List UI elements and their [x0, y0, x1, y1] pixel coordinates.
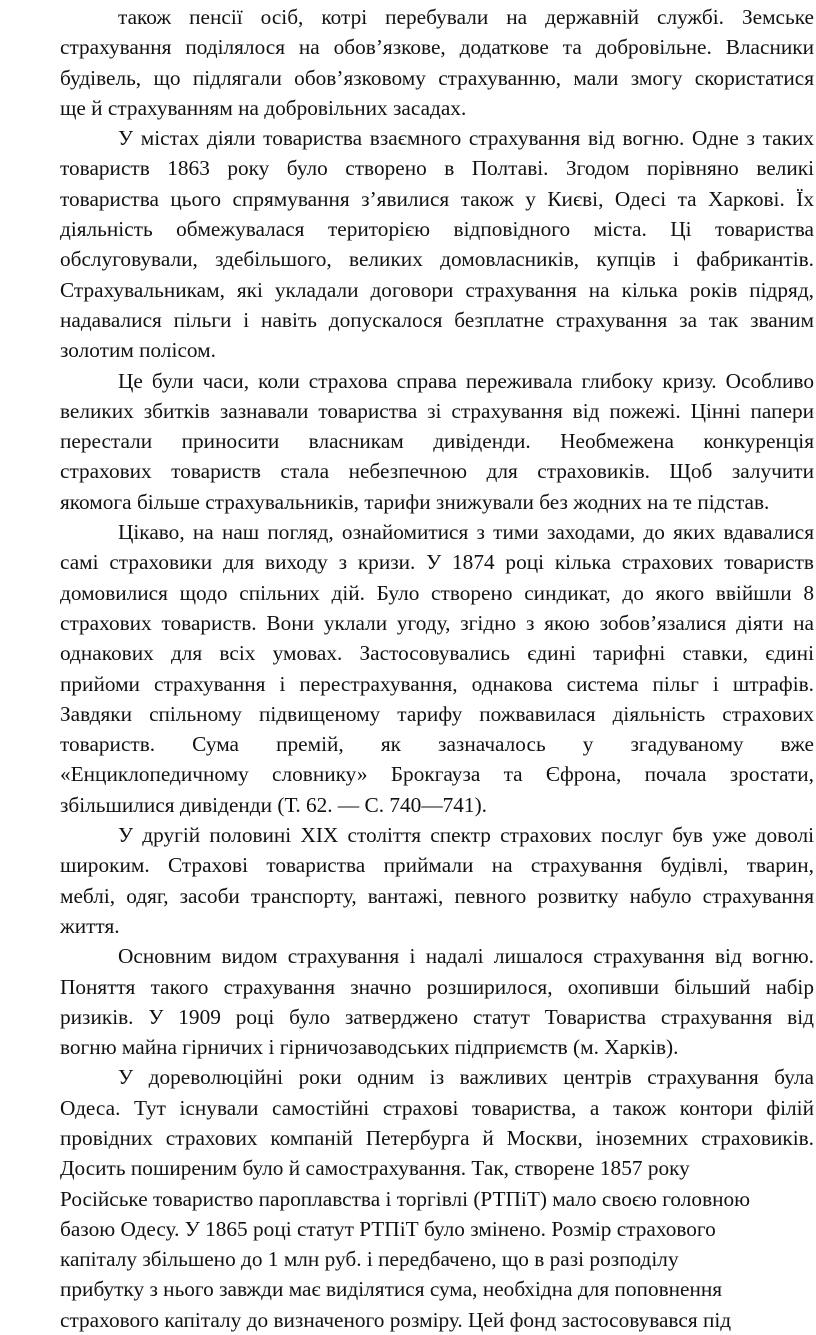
- paragraph-p1: [2, 2, 814, 123]
- text-line: прибутку з нього завжди має виділятися сума, необхідна для поповнення: [60, 1277, 723, 1302]
- text-line: товариства цього спрямування з’явилися також у Києві, Одесі та Харкові. Їх: [60, 186, 814, 211]
- text-line: якомога більше страхувальників, тарифи знижували без жодних на те підстав.: [60, 489, 770, 514]
- text-line: Поняття такого страхування значно розширилося, охопивши більший набір: [60, 974, 814, 999]
- text-line: провідних страхових компаній Петербурга й Москви, іноземних страховиків.: [60, 1125, 814, 1150]
- paragraph-p4: [2, 517, 814, 820]
- text-line: У дореволюційні роки одним із важливих центрів страхування була: [118, 1065, 814, 1090]
- text-line: меблі, одяг, засоби транспорту, вантажі, певного розвитку набуло страхування: [60, 883, 814, 908]
- text-line: товариств 1863 року було створено в Полтаві. Згодом порівняно великі: [60, 156, 814, 181]
- text-line: ще й страхуванням на добровільних засадах.: [60, 95, 467, 120]
- text-line: Російське товариство пароплавства і торгівлі (РТПіТ) мало своєю головною: [60, 1186, 751, 1211]
- text-line: У містах діяли товариства взаємного страхування від вогню. Одне з таких: [118, 126, 814, 151]
- text-line: діяльність обмежувалася територією відповідного міста. Ці товариства: [60, 217, 814, 242]
- text-line: Страхувальникам, які укладали договори страхування на кілька років підряд,: [60, 277, 814, 302]
- text-line: вогню майна гірничих і гірничозаводських підприємств (м. Харків).: [60, 1035, 679, 1060]
- text-line: домовилися щодо спільних дій. Було створено синдикат, до якого ввійшли 8: [60, 580, 814, 605]
- text-line: золотим полісом.: [60, 338, 216, 363]
- text-line: Одеса. Тут існували самостійні страхові товариства, а також контори філій: [60, 1095, 814, 1120]
- text-line: Завдяки спільному підвищеному тарифу пожвавилася діяльність страхових: [60, 701, 814, 726]
- text-line: однакових для всіх умовах. Застосовувались єдині тарифні ставки, єдині: [60, 641, 814, 666]
- text-line: Основним видом страхування і надалі лишалося страхування від вогню.: [118, 944, 814, 969]
- text-line: У другій половині XIX століття спектр страхових послуг був уже доволі: [118, 823, 814, 848]
- text-line: широким. Страхові товариства приймали на страхування будівлі, тварин,: [60, 853, 814, 878]
- text-line: обслуговували, здебільшого, великих домовласників, купців і фабрикантів.: [60, 247, 814, 272]
- text-line: страхових товариств стала небезпечною для страховиків. Щоб залучити: [60, 459, 814, 484]
- paragraph-p2: [2, 123, 814, 365]
- text-line: прийоми страхування і перестрахування, однакова система пільг і штрафів.: [60, 671, 814, 696]
- paragraph-p3: [2, 366, 814, 517]
- paragraph-p5: [2, 820, 814, 941]
- text-line: базою Одесу. У 1865 році статут РТПіТ було змінено. Розмір страхового: [60, 1216, 716, 1241]
- text-line: товариств. Сума премій, як зазначалось у згадуваному вже: [60, 732, 814, 757]
- text-line: страхового капіталу до визначеного розміру. Цей фонд застосовувався під: [60, 1307, 732, 1332]
- text-line: «Енциклопедичному словнику» Брокгауза та Єфрона, почала зростати,: [60, 762, 814, 787]
- text-line: страхування поділялося на обов’язкове, додаткове та добровільне. Власники: [60, 35, 814, 60]
- text-line: Це були часи, коли страхова справа переживала глибоку кризу. Особливо: [118, 368, 814, 393]
- text-line: Цікаво, на наш погляд, ознайомитися з тими заходами, до яких вдавалися: [118, 520, 814, 545]
- text-line: великих збитків зазнавали товариства зі страхування від пожежі. Цінні папери: [60, 398, 814, 423]
- text-line: Досить поширеним було й самострахування. Так, створене 1857 року: [60, 1156, 690, 1181]
- text-line: надавалися пільги і навіть допускалося безплатне страхування за так званим: [60, 307, 814, 332]
- paragraph-p7: [2, 1062, 814, 1335]
- paragraph-p6: [2, 941, 814, 1062]
- text-line: страхових товариств. Вони уклали угоду, згідно з якою зобов’язалися діяти на: [60, 610, 814, 635]
- text-line: перестали приносити власникам дивіденди. Необмежена конкуренція: [60, 429, 814, 454]
- text-line: життя.: [60, 913, 120, 938]
- text-line: ризиків. У 1909 році було затверджено статут Товариства страхування від: [60, 1004, 814, 1029]
- text-line: будівель, що підлягали обов’язковому страхуванню, мали змогу скористатися: [60, 65, 814, 90]
- text-line: збільшилися дивіденди (Т. 62. — С. 740—741).: [60, 792, 487, 817]
- text-line: також пенсії осіб, котрі перебували на державній службі. Земське: [118, 5, 814, 29]
- text-line: капіталу збільшено до 1 млн руб. і передбачено, що в разі розподілу: [60, 1247, 679, 1272]
- text-line: самі страховики для виходу з кризи. У 1874 році кілька страхових товариств: [60, 550, 814, 575]
